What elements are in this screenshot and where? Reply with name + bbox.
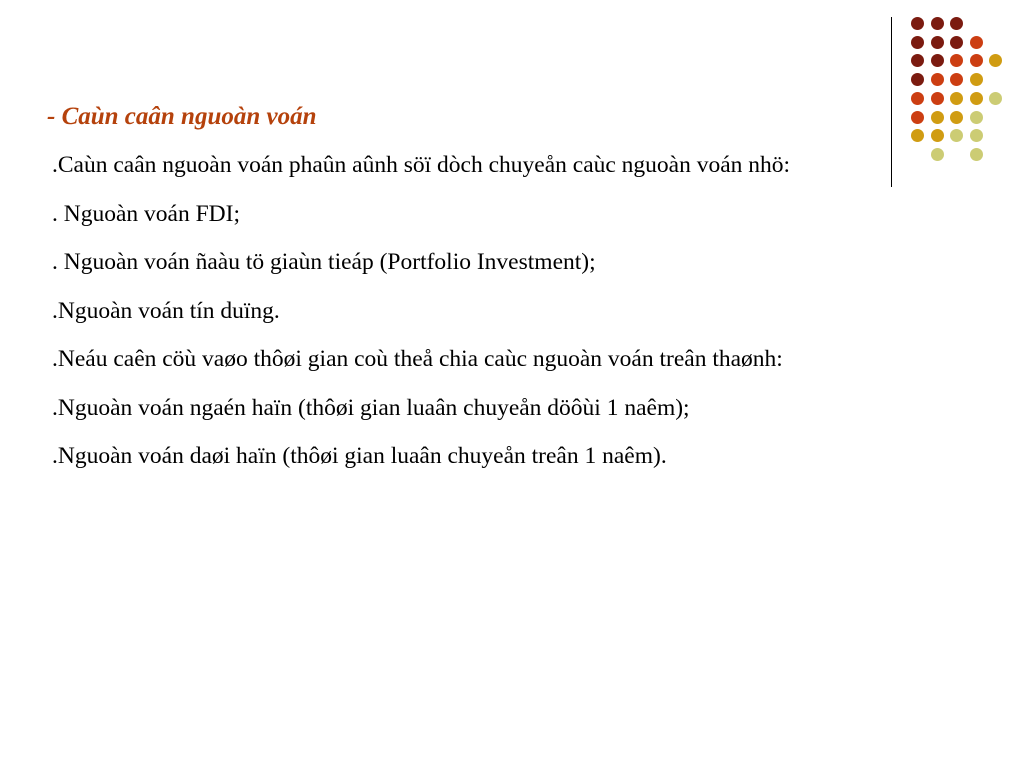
decorative-dot: [911, 73, 924, 86]
decorative-dot: [931, 36, 944, 49]
body-text: [52, 148, 790, 488]
body-line: .Neáu caên cöù vaøo thôøi gian coù theå chia caùc nguoàn voán treân thaønh:: [52, 346, 783, 372]
decorative-dot: [989, 54, 1002, 67]
body-line: .Nguoàn voán ngaén haïn (thôøi gian luaân chuyeån döôùi 1 naêm);: [52, 394, 690, 421]
decorative-dot: [911, 17, 924, 30]
decorative-dot: [911, 92, 924, 105]
decorative-dot: [931, 54, 944, 67]
decorative-dot: [970, 73, 983, 86]
decorative-dot: [970, 148, 983, 161]
decorative-dot: [970, 129, 983, 142]
decorative-dot: [970, 92, 983, 105]
body-line: .Nguoàn voán tín duïng.: [52, 297, 280, 324]
decorative-dot: [950, 54, 963, 67]
decorative-dot: [970, 54, 983, 67]
decorative-dot: [950, 111, 963, 124]
decorative-dot: [950, 73, 963, 86]
decorative-dot: [950, 17, 963, 30]
decorative-dot: [989, 92, 1002, 105]
decorative-dot: [950, 129, 963, 142]
decorative-dot: [931, 148, 944, 161]
decorative-dot: [911, 111, 924, 124]
vertical-divider: [891, 17, 892, 187]
section-heading: - Caùn caân nguoàn voán: [47, 103, 317, 130]
decorative-dot: [931, 73, 944, 86]
decorative-dot: [931, 129, 944, 142]
decorative-dot: [931, 111, 944, 124]
decorative-dot: [970, 111, 983, 124]
body-line: .Caùn caân nguoàn voán phaûn aûnh söï dòch chuyeån caùc nguoàn voán nhö:: [52, 152, 791, 178]
body-line: . Nguoàn voán FDI;: [52, 200, 240, 227]
body-line: . Nguoàn voán ñaàu tö giaùn tieáp (Portfolio Investment);: [52, 249, 596, 275]
decorative-dot: [950, 92, 963, 105]
decorative-dot: [911, 36, 924, 49]
decorative-dot: [911, 129, 924, 142]
body-line: .Nguoàn voán daøi haïn (thôøi gian luaân chuyeån treân 1 naêm).: [52, 443, 667, 469]
decorative-dot: [970, 36, 983, 49]
decorative-dot: [950, 36, 963, 49]
decorative-dot: [931, 92, 944, 105]
decorative-dot: [911, 54, 924, 67]
decorative-dot: [931, 17, 944, 30]
